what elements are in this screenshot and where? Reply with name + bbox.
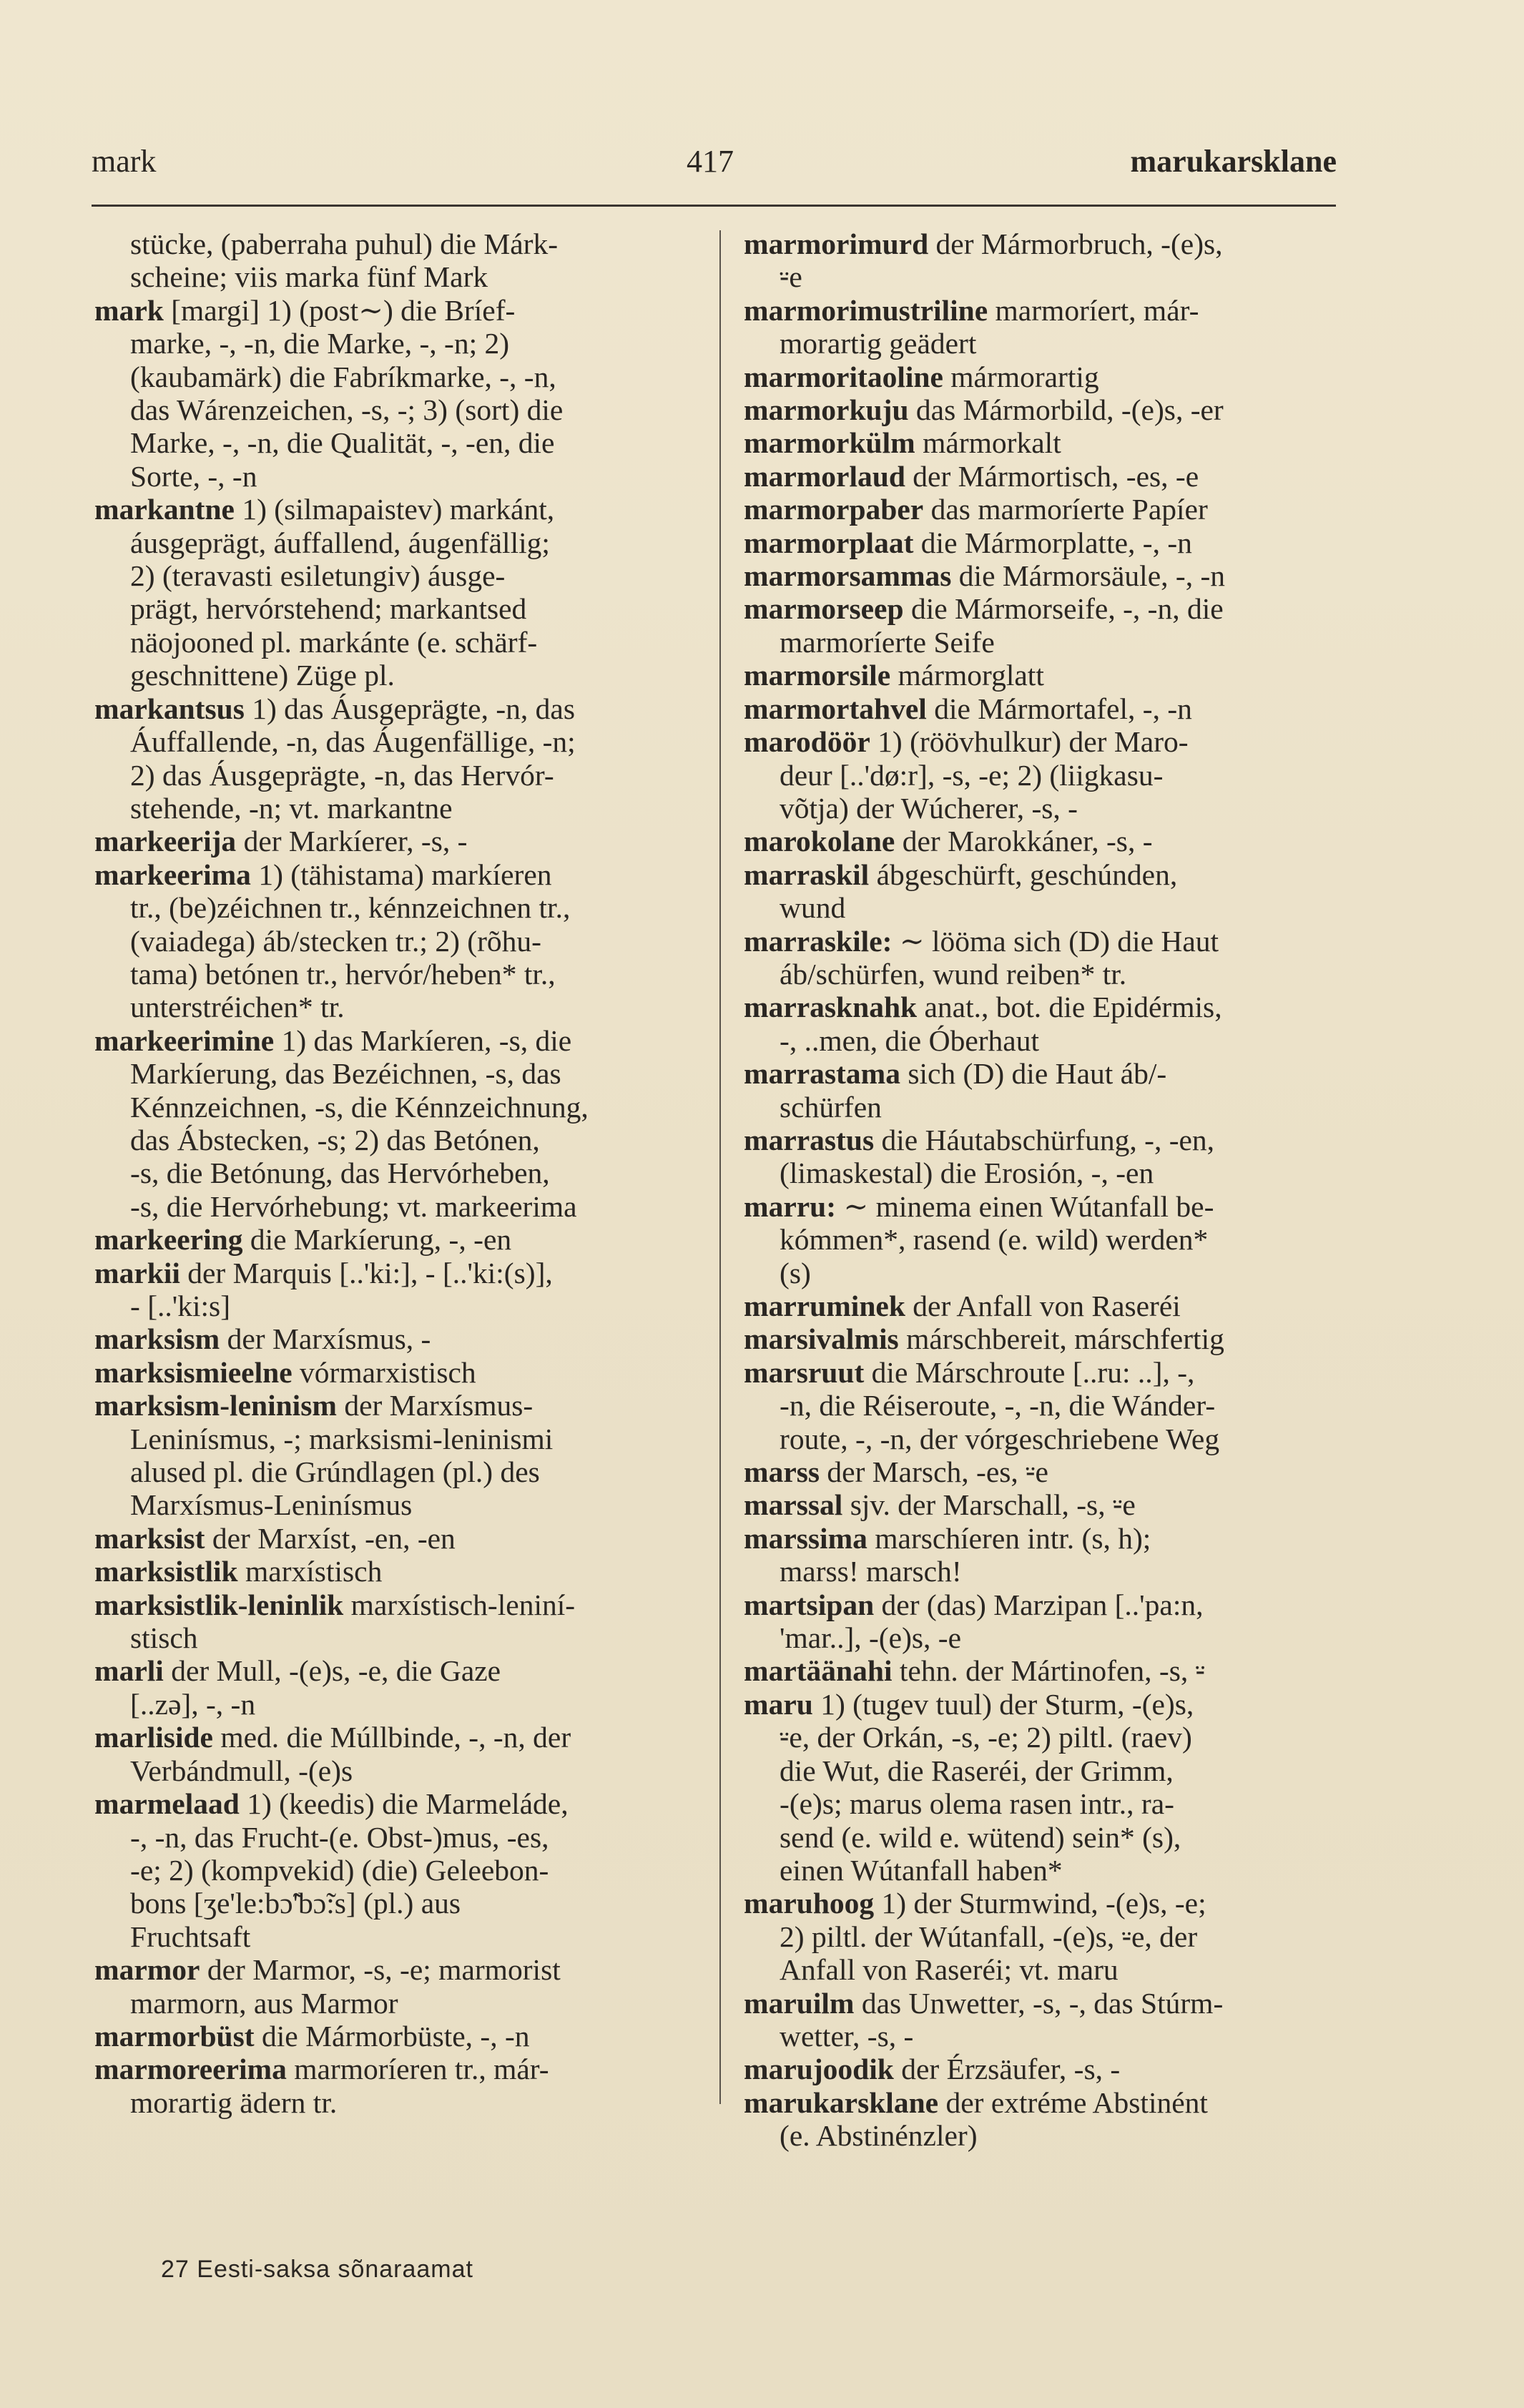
headword: marmoreerima: [94, 2053, 287, 2086]
entry-text: Markíerung, das Bezéichnen, -s, das: [130, 1057, 561, 1091]
entry-text: näojooned pl. markánte (e. schärf-: [130, 625, 538, 659]
headword: marksism: [94, 1322, 220, 1356]
entry-line: [94, 858, 702, 891]
headword: marmor: [94, 1953, 200, 1987]
continuation-line: [744, 1754, 1352, 1787]
entry-text: stücke, (paberraha puhul) die Márk-: [130, 227, 559, 260]
right-column: [744, 227, 1352, 2153]
continuation-line: [744, 2119, 1352, 2152]
entry-text: ⸚e, der Orkán, -s, -e; 2) piltl. (raev): [780, 1721, 1192, 1754]
entry-line: [94, 2053, 702, 2085]
entry-line: [744, 426, 1352, 459]
entry-line: [744, 1322, 1352, 1355]
entry-text: marxístisch-leniní-: [343, 1588, 576, 1621]
entry-text: die Mármorseife, -, -n, die: [903, 592, 1224, 626]
headword: marmorbüst: [94, 2019, 255, 2053]
continuation-line: [94, 725, 702, 758]
entry-text: die Mármorbüste, -, -n: [254, 2019, 530, 2053]
entry-text: 1) (röövhulkur) der Maro-: [870, 725, 1189, 759]
headword: marssima: [744, 1521, 867, 1555]
entry-line: [744, 526, 1352, 559]
headword: marliside: [94, 1721, 213, 1754]
headword: marmoritaoline: [744, 360, 943, 393]
running-head-first-word: mark: [92, 144, 157, 179]
continuation-line: [94, 1156, 702, 1189]
entry-text: -n, die Réiseroute, -, -n, die Wánder-: [780, 1389, 1216, 1422]
continuation-line: [94, 460, 702, 493]
continuation-line: [94, 592, 702, 625]
continuation-line: [744, 1422, 1352, 1455]
entry-text: morartig geädert: [780, 327, 977, 360]
headword: marli: [94, 1654, 164, 1688]
headword: markantne: [94, 493, 235, 526]
headword: marksismieelne: [94, 1355, 292, 1389]
entry-line: [744, 1289, 1352, 1322]
entry-text: der Marsch, -es, ⸚e: [820, 1455, 1048, 1489]
entry-line: [94, 1322, 702, 1355]
continuation-line: [744, 1721, 1352, 1754]
entry-text: die Mármorsäule, -, -n: [951, 559, 1226, 593]
entry-line: [94, 1522, 702, 1555]
entry-text: kómmen*, rasend (e. wild) werden*: [780, 1223, 1209, 1257]
column-divider: [719, 230, 721, 2104]
entry-line: [744, 2086, 1352, 2119]
continuation-line: [94, 1124, 702, 1156]
headword: marss: [744, 1455, 820, 1489]
entry-text: die Márschroute [..ru: ..], -,: [864, 1355, 1195, 1389]
entry-line: [744, 991, 1352, 1023]
entry-text: der Marquis [..'ki:], - [..'ki:(s)],: [180, 1256, 553, 1289]
entry-text: der Mármorbruch, -(e)s,: [928, 227, 1223, 260]
continuation-line: [94, 559, 702, 592]
continuation-line: [744, 958, 1352, 991]
headword: marmorsile: [744, 659, 891, 692]
entry-text: Fruchtsaft: [130, 1920, 251, 1953]
headword: martäänahi: [744, 1654, 893, 1688]
entry-text: prägt, hervórstehend; markantsed: [130, 592, 527, 626]
entry-text: der Anfall von Raseréi: [905, 1289, 1181, 1322]
entry-text: -e; 2) (kompvekid) (die) Geleebon-: [130, 1853, 549, 1887]
continuation-line: [744, 891, 1352, 924]
headword: markantsus: [94, 692, 245, 725]
headword: marsruut: [744, 1355, 865, 1389]
headword: maru: [744, 1687, 813, 1721]
headword: marraskile:: [744, 924, 893, 958]
headword: markii: [94, 1256, 180, 1289]
entry-text: mármorartig: [943, 360, 1099, 393]
continuation-line: [94, 327, 702, 360]
entry-text: der Marxíst, -en, -en: [205, 1521, 456, 1555]
continuation-line: [744, 1389, 1352, 1422]
entry-text: (s): [780, 1256, 811, 1289]
entry-text: 1) (tugev tuul) der Sturm, -(e)s,: [812, 1687, 1194, 1721]
headword: marujoodik: [744, 2053, 894, 2086]
entry-text: Sorte, -, -n: [130, 459, 257, 493]
entry-text: Marke, -, -n, die Qualität, -, -en, die: [130, 426, 555, 460]
headword: marssal: [744, 1488, 843, 1522]
continuation-line: [744, 759, 1352, 792]
entry-text: tehn. der Mártinofen, -s, ⸚: [892, 1654, 1205, 1688]
entry-text: das Wárenzeichen, -s, -; 3) (sort) die: [130, 393, 564, 427]
entry-line: [744, 858, 1352, 891]
continuation-line: [94, 360, 702, 393]
entry-line: [744, 825, 1352, 857]
headword: marruminek: [744, 1289, 905, 1322]
entry-text: alused pl. die Grúndlagen (pl.) des: [130, 1455, 540, 1489]
entry-line: [744, 592, 1352, 625]
continuation-line: [94, 1854, 702, 1887]
entry-text: (limaskestal) die Erosión, -, -en: [780, 1156, 1154, 1190]
entry-text: die Mármorplatte, -, -n: [913, 526, 1192, 559]
entry-line: [744, 2053, 1352, 2085]
headword: markeerimine: [94, 1023, 275, 1057]
headword: marmorimustriline: [744, 293, 988, 327]
entry-line: [744, 1455, 1352, 1488]
headword: markeering: [94, 1223, 243, 1257]
entry-text: der extréme Abstinént: [938, 2085, 1208, 2119]
entry-text: márschbereit, márschfertig: [898, 1322, 1224, 1356]
entry-text: -s, die Hervórhebung; vt. markeerima: [130, 1189, 577, 1223]
entry-text: marss! marsch!: [780, 1555, 962, 1588]
entry-text: sjv. der Marschall, -s, ⸚e: [842, 1488, 1136, 1522]
entry-text: med. die Múllbinde, -, -n, der: [212, 1721, 571, 1754]
entry-text: send (e. wild e. wütend) sein* (s),: [780, 1820, 1181, 1854]
continuation-line: [94, 393, 702, 426]
entry-line: [744, 1124, 1352, 1156]
continuation-line: [94, 1821, 702, 1854]
entry-text: Leninísmus, -; marksismi-leninismi: [130, 1422, 554, 1455]
signature-line: 27 Eesti-saksa sõnaraamat: [161, 2256, 473, 2283]
entry-line: [744, 1522, 1352, 1555]
continuation-line: [94, 426, 702, 459]
entry-text: schürfen: [780, 1090, 882, 1124]
continuation-line: [94, 991, 702, 1023]
headword: marukarsklane: [744, 2085, 939, 2119]
entry-text: 1) (tähistama) markíeren: [250, 857, 552, 891]
entry-text: marxístisch: [237, 1555, 383, 1588]
continuation-line: [744, 327, 1352, 360]
continuation-line: [94, 626, 702, 659]
entry-text: áusgeprägt, áuffallend, áugenfällig;: [130, 526, 550, 559]
entry-line: [94, 1257, 702, 1289]
entry-line: [94, 1588, 702, 1621]
continuation-line: [94, 891, 702, 924]
headword: markeerija: [94, 825, 237, 858]
continuation-line: [94, 1455, 702, 1488]
entry-text: sich (D) die Haut áb/-: [900, 1057, 1167, 1091]
continuation-line: [94, 925, 702, 958]
continuation-line: [94, 1754, 702, 1787]
entry-text: Anfall von Raseréi; vt. maru: [780, 1953, 1119, 1987]
headword: maruhoog: [744, 1887, 875, 1920]
continuation-line: [94, 227, 702, 260]
headword: marksistlik-leninlik: [94, 1588, 344, 1621]
entry-text: ∼ lööma sich (D) die Haut: [892, 924, 1219, 958]
headword: marmorkülm: [744, 426, 915, 460]
entry-text: [margi] 1) (post∼) die Bríef-: [163, 293, 516, 327]
entry-text: -(e)s; marus olema rasen intr., ra-: [780, 1787, 1174, 1821]
continuation-line: [744, 260, 1352, 293]
continuation-line: [744, 1091, 1352, 1124]
continuation-line: [744, 1257, 1352, 1289]
continuation-line: [744, 2020, 1352, 2053]
running-head-last-word: marukarsklane: [1130, 144, 1337, 179]
entry-text: die Háutabschürfung, -, -en,: [874, 1123, 1215, 1156]
headword: mark: [94, 293, 164, 327]
entry-line: [744, 659, 1352, 692]
headword: markeerima: [94, 857, 251, 891]
entry-text: das Unwetter, -s, -, das Stúrm-: [854, 1986, 1224, 2020]
header-rule: [92, 205, 1336, 207]
entry-text: 'mar..], -(e)s, -e: [780, 1621, 962, 1655]
entry-text: (vaiadega) áb/stecken tr.; 2) (rõhu-: [130, 924, 541, 958]
continuation-line: [94, 260, 702, 293]
entry-line: [94, 1721, 702, 1754]
entry-text: Verbándmull, -(e)s: [130, 1754, 353, 1787]
entry-line: [94, 825, 702, 857]
continuation-line: [744, 1953, 1352, 1986]
entry-text: 1) (keedis) die Marmeláde,: [239, 1787, 569, 1821]
continuation-line: [94, 759, 702, 792]
continuation-line: [94, 1289, 702, 1322]
continuation-line: [744, 1787, 1352, 1820]
entry-line: [744, 692, 1352, 725]
entry-text: võtja) der Wúcherer, -s, -: [780, 791, 1078, 825]
entry-text: marmoríert, már-: [988, 293, 1199, 327]
entry-text: 2) (teravasti esiletungiv) áusge-: [130, 559, 506, 593]
entry-text: der Marmor, -s, -e; marmorist: [200, 1953, 561, 1987]
entry-text: ∼ minema einen Wútanfall be-: [836, 1189, 1214, 1223]
entry-text: -, ..men, die Óberhaut: [780, 1023, 1040, 1057]
entry-line: [744, 1488, 1352, 1521]
continuation-line: [744, 1854, 1352, 1887]
entry-text: einen Wútanfall haben*: [780, 1853, 1063, 1887]
continuation-line: [94, 1091, 702, 1124]
entry-line: [94, 1654, 702, 1687]
entry-line: [94, 1223, 702, 1256]
entry-text: morartig ädern tr.: [130, 2085, 338, 2119]
entry-line: [744, 1190, 1352, 1223]
entry-text: der Markíerer, -s, -: [236, 825, 468, 858]
entry-text: der Marxísmus, -: [220, 1322, 431, 1356]
entry-line: [94, 1555, 702, 1588]
entry-text: (kaubamärk) die Fabríkmarke, -, -n,: [130, 360, 556, 393]
entry-text: der Mármortisch, -es, -e: [905, 459, 1199, 493]
entry-line: [744, 227, 1352, 260]
entry-text: 2) das Áusgeprägte, -n, das Hervór-: [130, 758, 554, 792]
entry-text: Marxísmus-Leninísmus: [130, 1488, 413, 1522]
entry-text: bons [ʒe'le:bɔ̃'bɔ̃:s] (pl.) aus: [130, 1887, 461, 1920]
entry-text: unterstréichen* tr.: [130, 991, 345, 1024]
entry-text: marke, -, -n, die Marke, -, -n; 2): [130, 327, 510, 360]
headword: marmortahvel: [744, 692, 927, 725]
continuation-line: [94, 1688, 702, 1721]
continuation-line: [744, 1555, 1352, 1588]
headword: martsipan: [744, 1588, 875, 1621]
entry-text: -s, die Betónung, das Hervórheben,: [130, 1156, 550, 1190]
entry-text: wetter, -s, -: [780, 2019, 914, 2053]
entry-text: tama) betónen tr., hervór/heben* tr.,: [130, 957, 556, 991]
left-column: [94, 227, 702, 2119]
headword: marmorkuju: [744, 393, 909, 427]
entry-line: [94, 294, 702, 327]
entry-text: die Mármortafel, -, -n: [926, 692, 1192, 725]
entry-line: [94, 1024, 702, 1057]
entry-text: tr., (be)zéichnen tr., kénnzeichnen tr.,: [130, 891, 571, 925]
entry-text: 1) das Markíeren, -s, die: [274, 1023, 572, 1057]
entry-text: 2) piltl. der Wútanfall, -(e)s, ⸚e, der: [780, 1920, 1198, 1953]
entry-text: mármorglatt: [890, 659, 1044, 692]
continuation-line: [94, 1422, 702, 1455]
headword: marokolane: [744, 825, 895, 858]
entry-line: [744, 360, 1352, 393]
continuation-line: [94, 1190, 702, 1223]
entry-text: die Markíerung, -, -en: [242, 1223, 512, 1257]
entry-line: [94, 493, 702, 526]
continuation-line: [94, 958, 702, 991]
headword: marru:: [744, 1189, 837, 1223]
continuation-line: [744, 1024, 1352, 1057]
continuation-line: [94, 1920, 702, 1953]
headword: marrastama: [744, 1057, 900, 1091]
continuation-line: [744, 626, 1352, 659]
entry-text: der Érzsäufer, -s, -: [893, 2053, 1121, 2086]
entry-text: marmoríerte Seife: [780, 625, 995, 659]
entry-text: das marmoríerte Papíer: [923, 493, 1208, 526]
entry-text: vórmarxistisch: [292, 1355, 476, 1389]
entry-text: -, -n, das Frucht-(e. Obst-)mus, -es,: [130, 1820, 549, 1854]
entry-text: - [..'ki:s]: [130, 1289, 231, 1322]
continuation-line: [94, 1887, 702, 1920]
headword: marrastus: [744, 1123, 875, 1156]
entry-line: [744, 925, 1352, 958]
headword: marodöör: [744, 725, 870, 759]
continuation-line: [744, 792, 1352, 825]
entry-text: ábgeschürft, geschúnden,: [869, 857, 1178, 891]
continuation-line: [744, 1821, 1352, 1854]
headword: marksist: [94, 1521, 205, 1555]
entry-line: [744, 1057, 1352, 1090]
headword: marrasknahk: [744, 991, 918, 1024]
entry-line: [744, 393, 1352, 426]
page-number: 417: [687, 144, 734, 179]
entry-text: Áuffallende, -n, das Áugenfällige, -n;: [130, 725, 576, 759]
continuation-line: [744, 1621, 1352, 1654]
entry-line: [744, 1356, 1352, 1389]
headword: marmorseep: [744, 592, 904, 626]
entry-line: [744, 1654, 1352, 1687]
entry-line: [744, 493, 1352, 526]
entry-line: [94, 1356, 702, 1389]
headword: marmorplaat: [744, 526, 914, 559]
continuation-line: [94, 2086, 702, 2119]
entry-text: der Marokkáner, -s, -: [895, 825, 1153, 858]
entry-text: marschíeren intr. (s, h);: [867, 1521, 1151, 1555]
entry-line: [94, 1389, 702, 1422]
entry-text: scheine; viis marka fünf Mark: [130, 260, 488, 294]
continuation-line: [94, 1488, 702, 1521]
entry-line: [744, 725, 1352, 758]
entry-line: [94, 1787, 702, 1820]
entry-text: der (das) Marzipan [..'pa:n,: [874, 1588, 1204, 1621]
headword: marsivalmis: [744, 1322, 899, 1356]
entry-text: geschnittene) Züge pl.: [130, 659, 395, 692]
continuation-line: [94, 659, 702, 692]
entry-text: das Ábstecken, -s; 2) das Betónen,: [130, 1123, 540, 1156]
entry-line: [94, 2020, 702, 2053]
entry-text: stehende, -n; vt. markantne: [130, 791, 453, 825]
entry-text: die Wut, die Raseréi, der Grimm,: [780, 1754, 1174, 1787]
headword: marmorlaud: [744, 459, 905, 493]
continuation-line: [94, 1987, 702, 2020]
entry-line: [744, 460, 1352, 493]
headword: marraskil: [744, 857, 870, 891]
continuation-line: [94, 526, 702, 559]
entry-text: 1) (silmapaistev) markánt,: [234, 493, 555, 526]
entry-text: áb/schürfen, wund reiben* tr.: [780, 957, 1127, 991]
headword: marksistlik: [94, 1555, 238, 1588]
entry-line: [744, 1887, 1352, 1920]
entry-text: marmorn, aus Marmor: [130, 1986, 398, 2020]
entry-text: Kénnzeichnen, -s, die Kénnzeichnung,: [130, 1090, 589, 1124]
headword: maruilm: [744, 1986, 855, 2020]
continuation-line: [744, 1920, 1352, 1953]
continuation-line: [94, 1621, 702, 1654]
entry-line: [744, 1588, 1352, 1621]
entry-line: [94, 692, 702, 725]
entry-line: [744, 1688, 1352, 1721]
continuation-line: [744, 1223, 1352, 1256]
entry-text: der Mull, -(e)s, -e, die Gaze: [163, 1654, 501, 1688]
entry-text: [..zə], -, -n: [130, 1687, 256, 1721]
entry-text: wund: [780, 891, 846, 925]
headword: marmorsammas: [744, 559, 952, 593]
continuation-line: [94, 792, 702, 825]
entry-text: marmoríeren tr., már-: [286, 2053, 549, 2086]
entry-text: der Marxísmus-: [336, 1389, 534, 1422]
entry-line: [744, 1987, 1352, 2020]
headword: marmorpaber: [744, 493, 924, 526]
entry-text: ⸚e: [780, 260, 802, 294]
continuation-line: [94, 1057, 702, 1090]
entry-text: 1) das Áusgeprägte, -n, das: [244, 692, 575, 725]
entry-line: [744, 294, 1352, 327]
entry-text: 1) der Sturmwind, -(e)s, -e;: [874, 1887, 1206, 1920]
entry-line: [744, 559, 1352, 592]
entry-line: [94, 1953, 702, 1986]
entry-text: mármorkalt: [915, 426, 1061, 460]
headword: marksism-leninism: [94, 1389, 337, 1422]
entry-text: anat., bot. die Epidérmis,: [917, 991, 1222, 1024]
entry-text: stisch: [130, 1621, 198, 1655]
continuation-line: [744, 1156, 1352, 1189]
entry-text: (e. Abstinénzler): [780, 2119, 978, 2153]
headword: marmorimurd: [744, 227, 929, 260]
entry-text: deur [..'dø:r], -s, -e; 2) (liigkasu-: [780, 758, 1164, 792]
entry-text: das Mármorbild, -(e)s, -er: [908, 393, 1224, 427]
entry-text: route, -, -n, der vórgeschriebene Weg: [780, 1422, 1220, 1455]
headword: marmelaad: [94, 1787, 240, 1821]
